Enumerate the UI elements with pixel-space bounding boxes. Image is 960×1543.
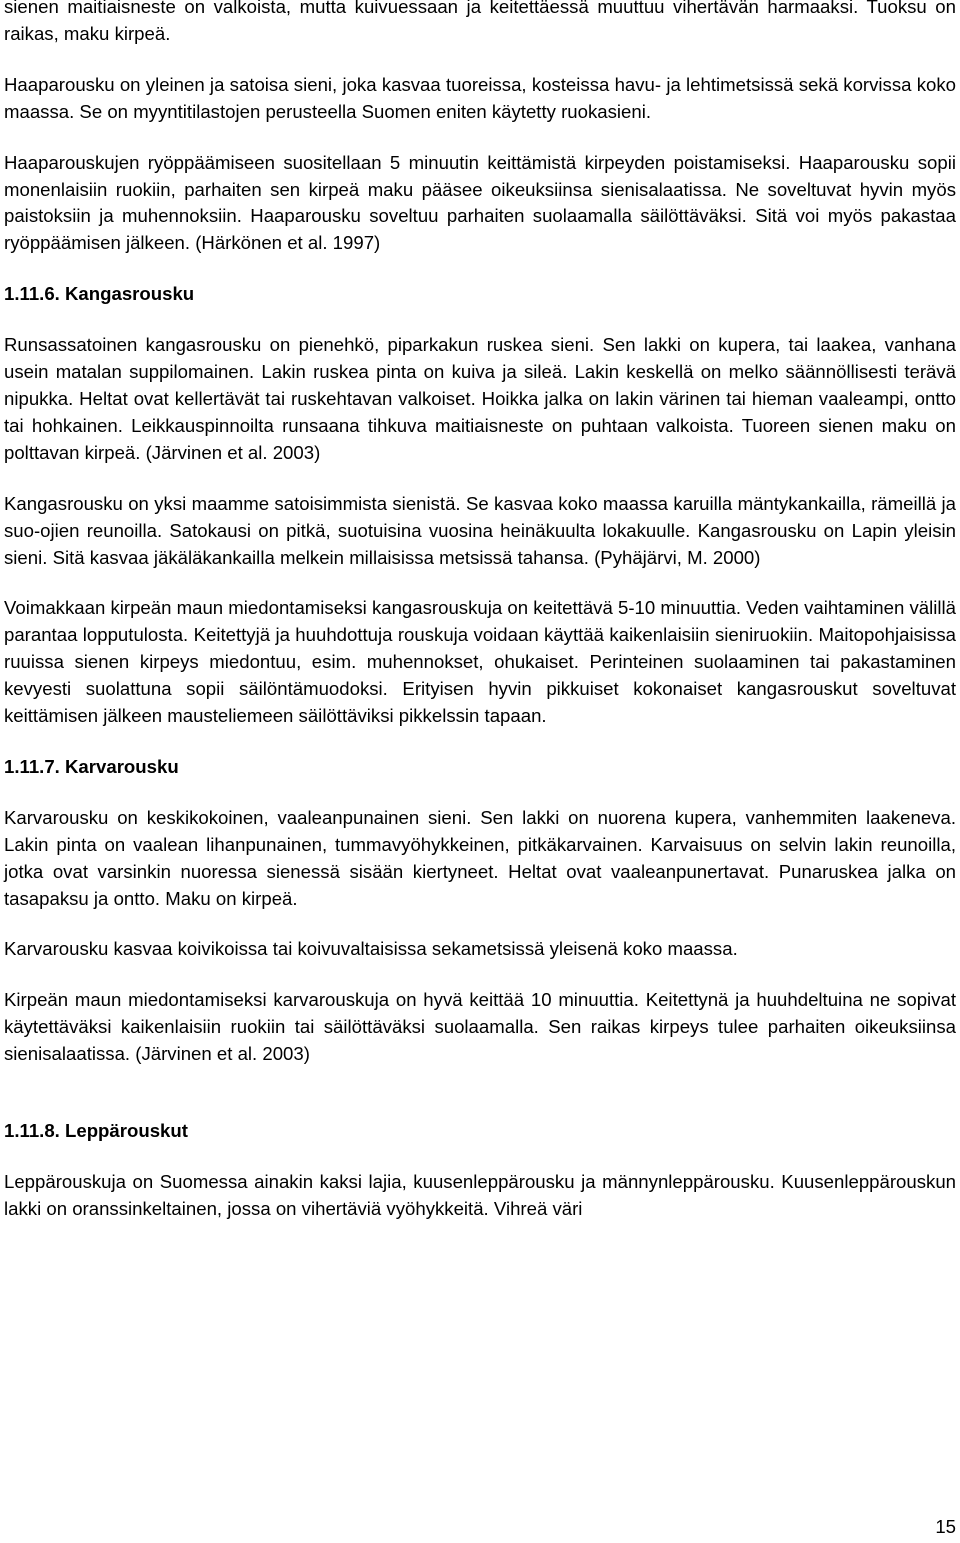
paragraph: Voimakkaan kirpeän maun miedontamiseksi kangasrouskuja on keitettävä 5-10 minuuttia. Veden vaihtaminen välillä parantaa lopputulosta. Keitettyjä ja huuhdottuja rouskuja voidaan käyttää kaikenlaisiin sieniruokiin. Maitopohjaisissa ruuissa sienen kirpeys miedontuu, esim. muhennokset, ohukaiset. Perinteinen suolaaminen tai pakastaminen kevyesti suolattuna sopii säilöntämuodoksi. Erityisen hyvin pikkuiset kokonaiset kangasrouskut soveltuvat keittämisen jälkeen mausteliemeen säilöttäviksi pikkelssin tapaan.	[4, 597, 956, 727]
section-heading-karvarousku: 1.11.7. Karvarousku	[4, 755, 179, 777]
paragraph: Kangasrousku on yksi maamme satoisimmista sienistä. Se kasvaa koko maassa karuilla mäntykankailla, rämeillä ja suo-ojien reunoilla. Satokausi on pitkä, suotuisina vuosina heinäkuulta lokakuulle. Kangasrousku on Lapin yleisin sieni. Sitä kasvaa jäkäläkankailla melkein millaisissa metsissä tahansa. (Pyhäjärvi, M. 2000)	[4, 492, 956, 568]
paragraph: Leppärouskuja on Suomessa ainakin kaksi lajia, kuusenleppärousku ja männynleppärousku. Kuusenleppärouskun lakki on oranssinkeltainen, jossa on vihertäviä vyöhykkeitä. Vihreä väri	[4, 1171, 956, 1219]
paragraph: Kirpeän maun miedontamiseksi karvarouskuja on hyvä keittää 10 minuuttia. Keitettynä ja huuhdeltuina ne sopivat käytettäväksi kaikenlaisiin ruokiin tai säilöttäväksi suolaamalla. Sen raikas kirpeys tulee parhaiten oikeuksiinsa sienisalaatissa. (Järvinen et al. 2003)	[4, 989, 956, 1065]
section-heading-lepparouskut: 1.11.8. Leppärouskut	[4, 1120, 188, 1142]
section-heading-kangasrousku: 1.11.6. Kangasrousku	[4, 283, 195, 305]
paragraph: sienen maitiaisneste on valkoista, mutta kuivuessaan ja keitettäessä muuttuu vihertävän harmaaksi. Tuoksu on raikas, maku kirpeä.	[4, 0, 956, 44]
paragraph: Karvarousku kasvaa koivikoissa tai koivuvaltaisissa sekametsissä yleisenä koko maassa.	[4, 938, 738, 960]
paragraph: Haaparousku on yleinen ja satoisa sieni, joka kasvaa tuoreissa, kosteissa havu- ja lehtimetsissä sekä korvissa koko maassa. Se on myyntitilastojen perusteella Suomen eniten käytetty ruokasieni.	[4, 73, 956, 122]
page-number: 15	[935, 1516, 956, 1537]
paragraph: Runsassatoinen kangasrousku on pienehkö, piparkakun ruskea sieni. Sen lakki on kupera, tai laakea, vanhana usein matalan suppilomainen. Lakin ruskea pinta on kuiva ja sileä. Lakin keskellä on melko säännöllisesti terävä nipukka. Heltat ovat kellertävät tai ruskehtavan valkoiset. Hoikka jalka on lakin värinen tai hieman vaaleampi, ontto tai hohkainen. Leikkauspinnoilta runsaana tihkuva maitiaisneste on puhtaan valkoista. Tuoreen sienen maku on polttavan kirpeä. (Järvinen et al. 2003)	[4, 334, 956, 463]
paragraph: Karvarousku on keskikokoinen, vaaleanpunainen sieni. Sen lakki on nuorena kupera, vanhemmiten laakeneva. Lakin pinta on vaalean lihanpunainen, tummavyöhykkeinen, pitkäkarvainen. Karvaisuus on selvin lakin reunoilla, jotka ovat varsinkin nuoressa sienessä sisään kiertyneet. Heltat ovat vaaleanpunertavat. Punaruskea jalka on tasapaksu ja ontto. Maku on kirpeä.	[4, 806, 956, 909]
document-page	[4, 0, 956, 1223]
paragraph: Haaparouskujen ryöppäämiseen suositellaan 5 minuutin keittämistä kirpeyden poistamiseksi. Haaparousku sopii monenlaisiin ruokiin, parhaiten sen kirpeä maku pääsee oikeuksiinsa sienisalaatissa. Ne soveltuvat hyvin myös paistoksiin ja muhennoksiin. Haaparousku soveltuu parhaiten suolaamalla säilöttäväksi. Sitä voi myös pakastaa ryöppäämisen jälkeen. (Härkönen et al. 1997)	[4, 151, 956, 254]
